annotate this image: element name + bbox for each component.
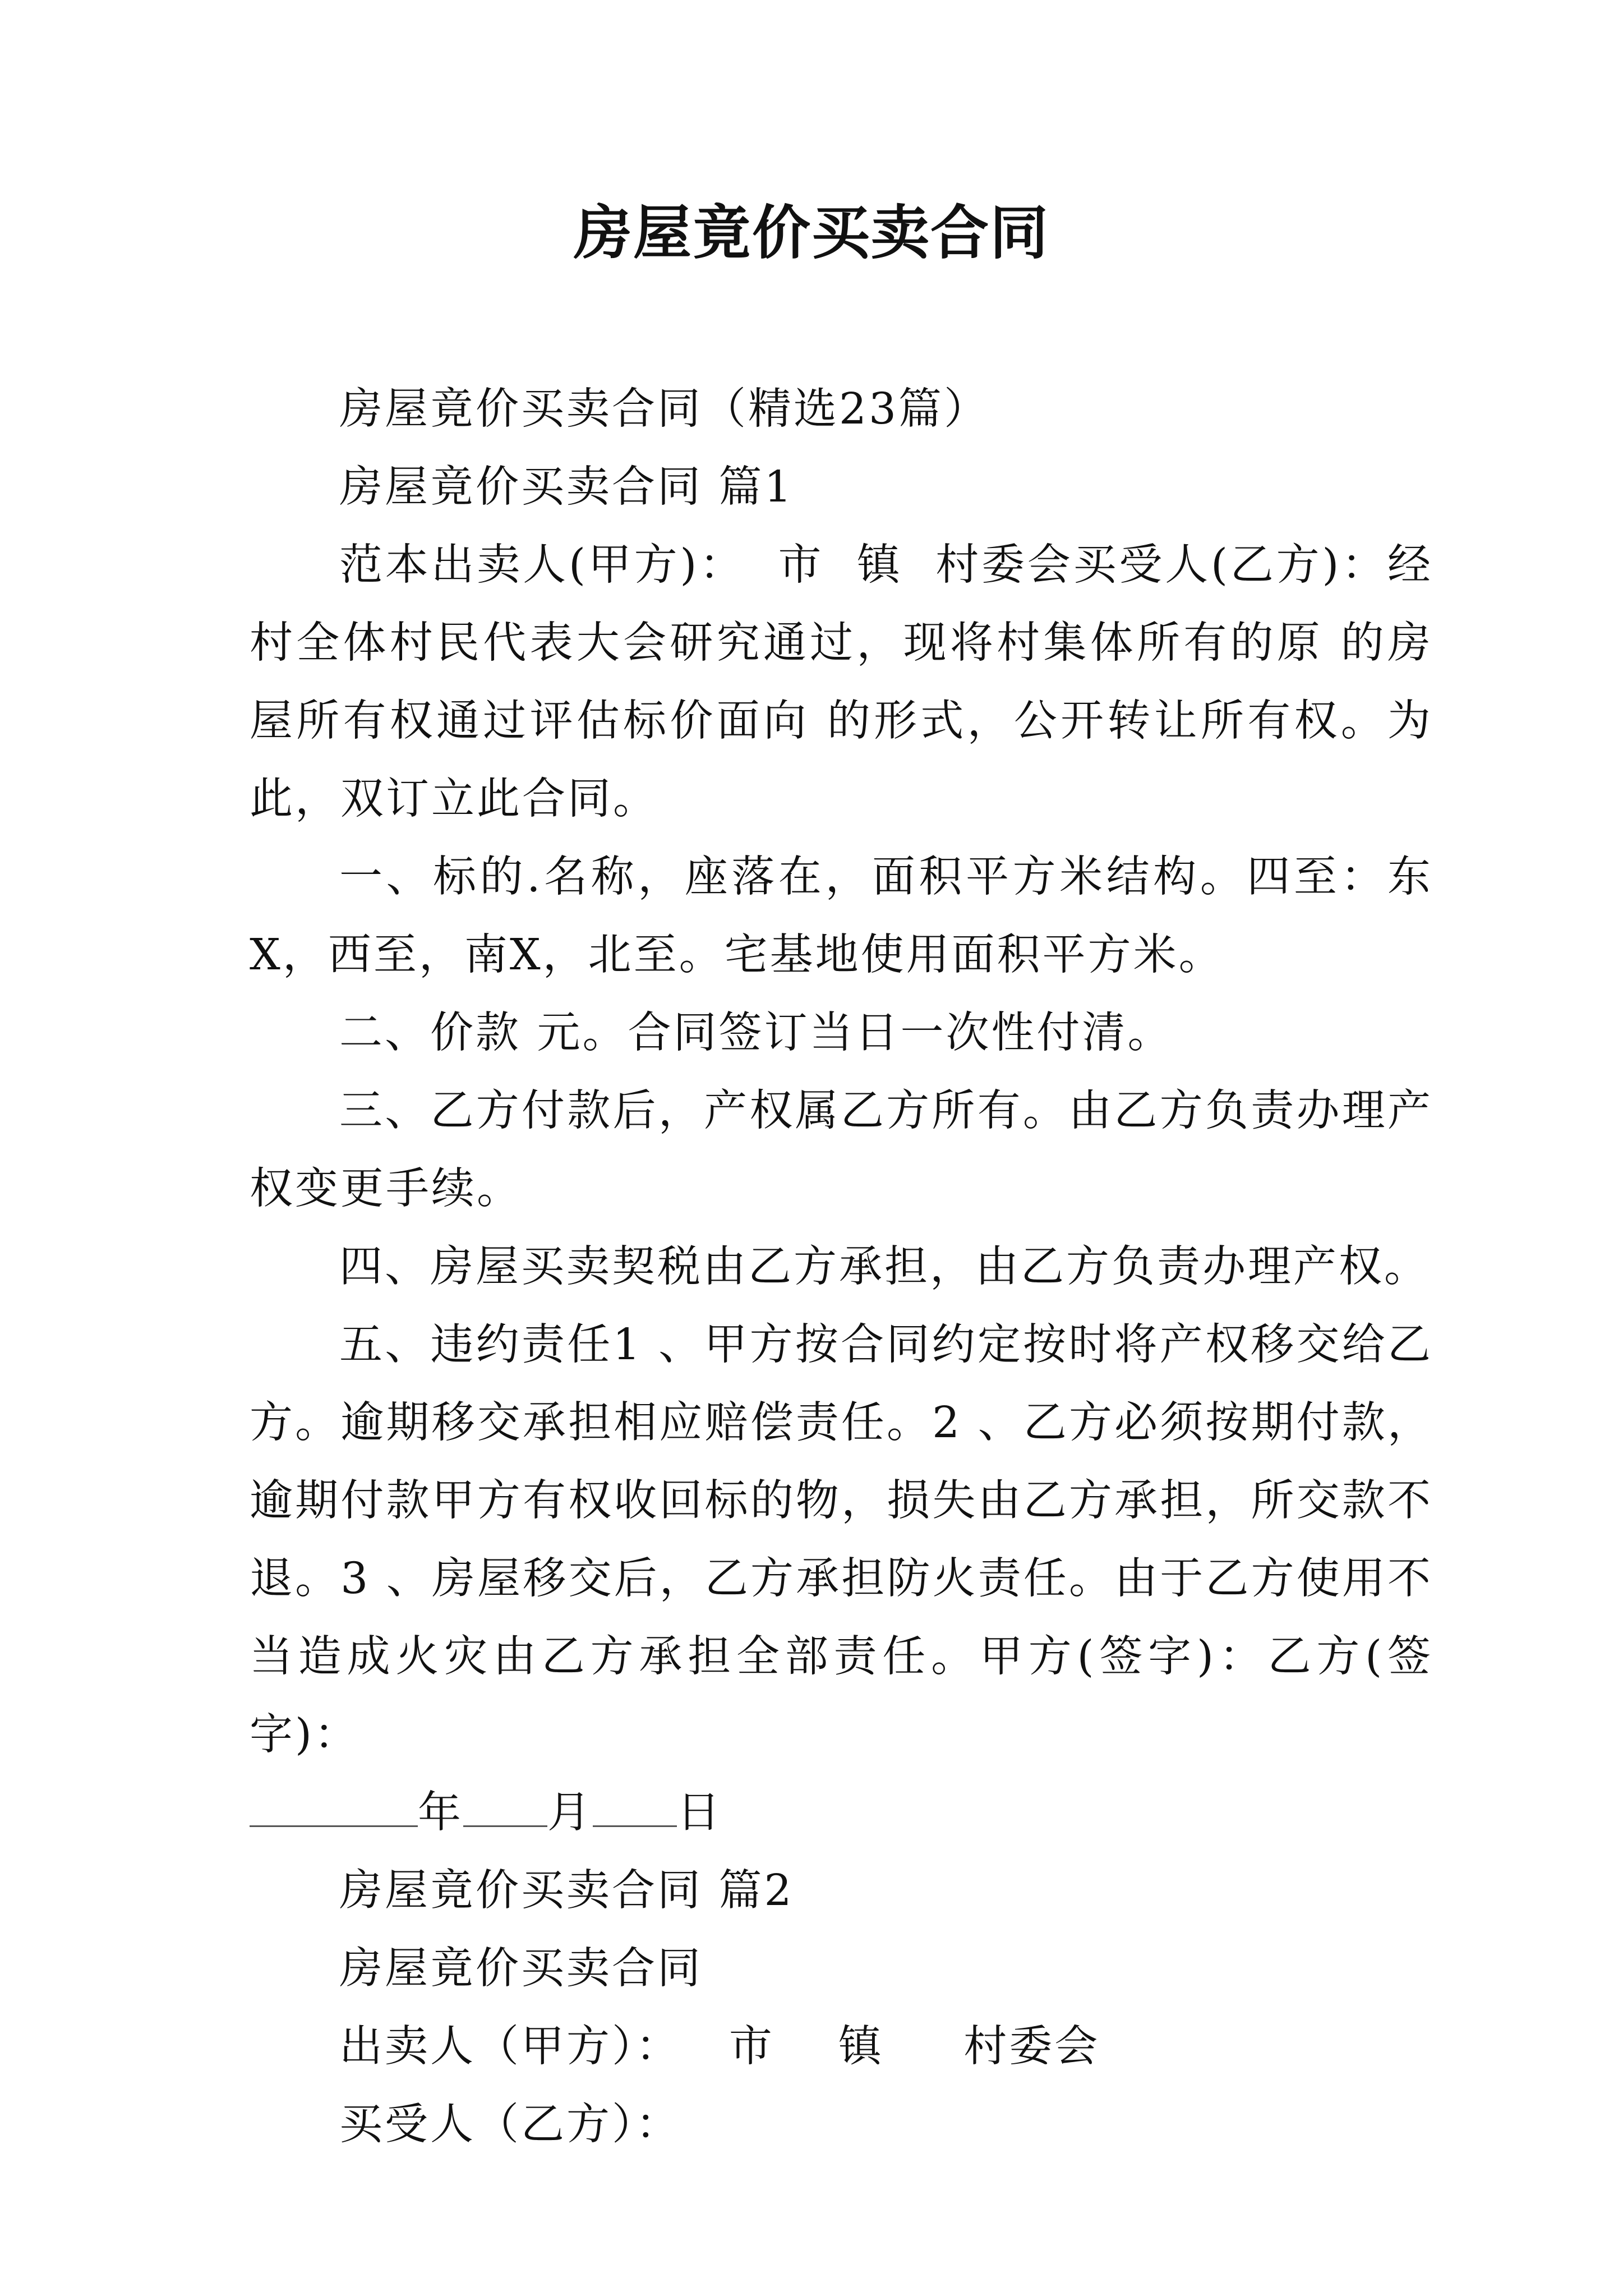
paragraph-section-1-heading: 房屋竟价买卖合同 篇1 bbox=[339, 462, 794, 512]
month-label: 月 bbox=[547, 1788, 593, 1838]
document-title: 房屋竟价买卖合同 bbox=[573, 198, 1049, 267]
paragraph-seller: 出卖人（甲方）： 市 镇 村委会 bbox=[339, 2022, 1100, 2072]
paragraph-subtitle: 房屋竟价买卖合同（精选23篇） bbox=[339, 384, 989, 434]
month-blank bbox=[463, 1786, 547, 1827]
paragraph-section-2-heading: 房屋竟价买卖合同 篇2 bbox=[339, 1866, 794, 1916]
day-blank bbox=[593, 1786, 677, 1827]
paragraph-section-2-title: 房屋竟价买卖合同 bbox=[339, 1944, 703, 1994]
paragraph-clause-3: 三、乙方付款后，产权属乙方所有。由乙方负责办理产权变更手续。 bbox=[250, 1086, 1433, 1214]
date-line bbox=[250, 1774, 1433, 1852]
paragraph-clause-5: 五、违约责任1 、甲方按合同约定按时将产权移交给乙方。逾期移交承担相应赔偿责任。2 、乙方必须按期付款，逾期付款甲方有权收回标的物，损失由乙方承担，所交款不退。3 、房屋移交后，乙方承担防火责任。由于乙方使用不当造成火灾由乙方承担全部责任。甲方(签字)：乙方(签字)： bbox=[250, 1320, 1433, 1760]
day-label: 日 bbox=[677, 1788, 722, 1838]
year-label: 年 bbox=[418, 1788, 463, 1838]
paragraph-clause-4: 四、房屋买卖契税由乙方承担，由乙方负责办理产权。 bbox=[339, 1242, 1430, 1292]
paragraph-clause-2: 二、价款 元。合同签订当日一次性付清。 bbox=[339, 1008, 1173, 1058]
paragraph-clause-1: 一、标的.名称，座落在，面积平方米结构。四至：东X，西至，南X，北至。宅基地使用面积平方米。 bbox=[250, 852, 1433, 980]
year-blank bbox=[250, 1786, 418, 1827]
paragraph-parties: 范本出卖人(甲方)： 市 镇 村委会买受人(乙方)：经村全体村民代表大会研究通过，现将村集体所有的原 的房屋所有权通过评估标价面向 的形式，公开转让所有权。为此，双订立此合同。 bbox=[250, 540, 1433, 824]
document-body bbox=[250, 370, 1433, 2164]
paragraph-buyer: 买受人（乙方）： bbox=[339, 2100, 681, 2150]
